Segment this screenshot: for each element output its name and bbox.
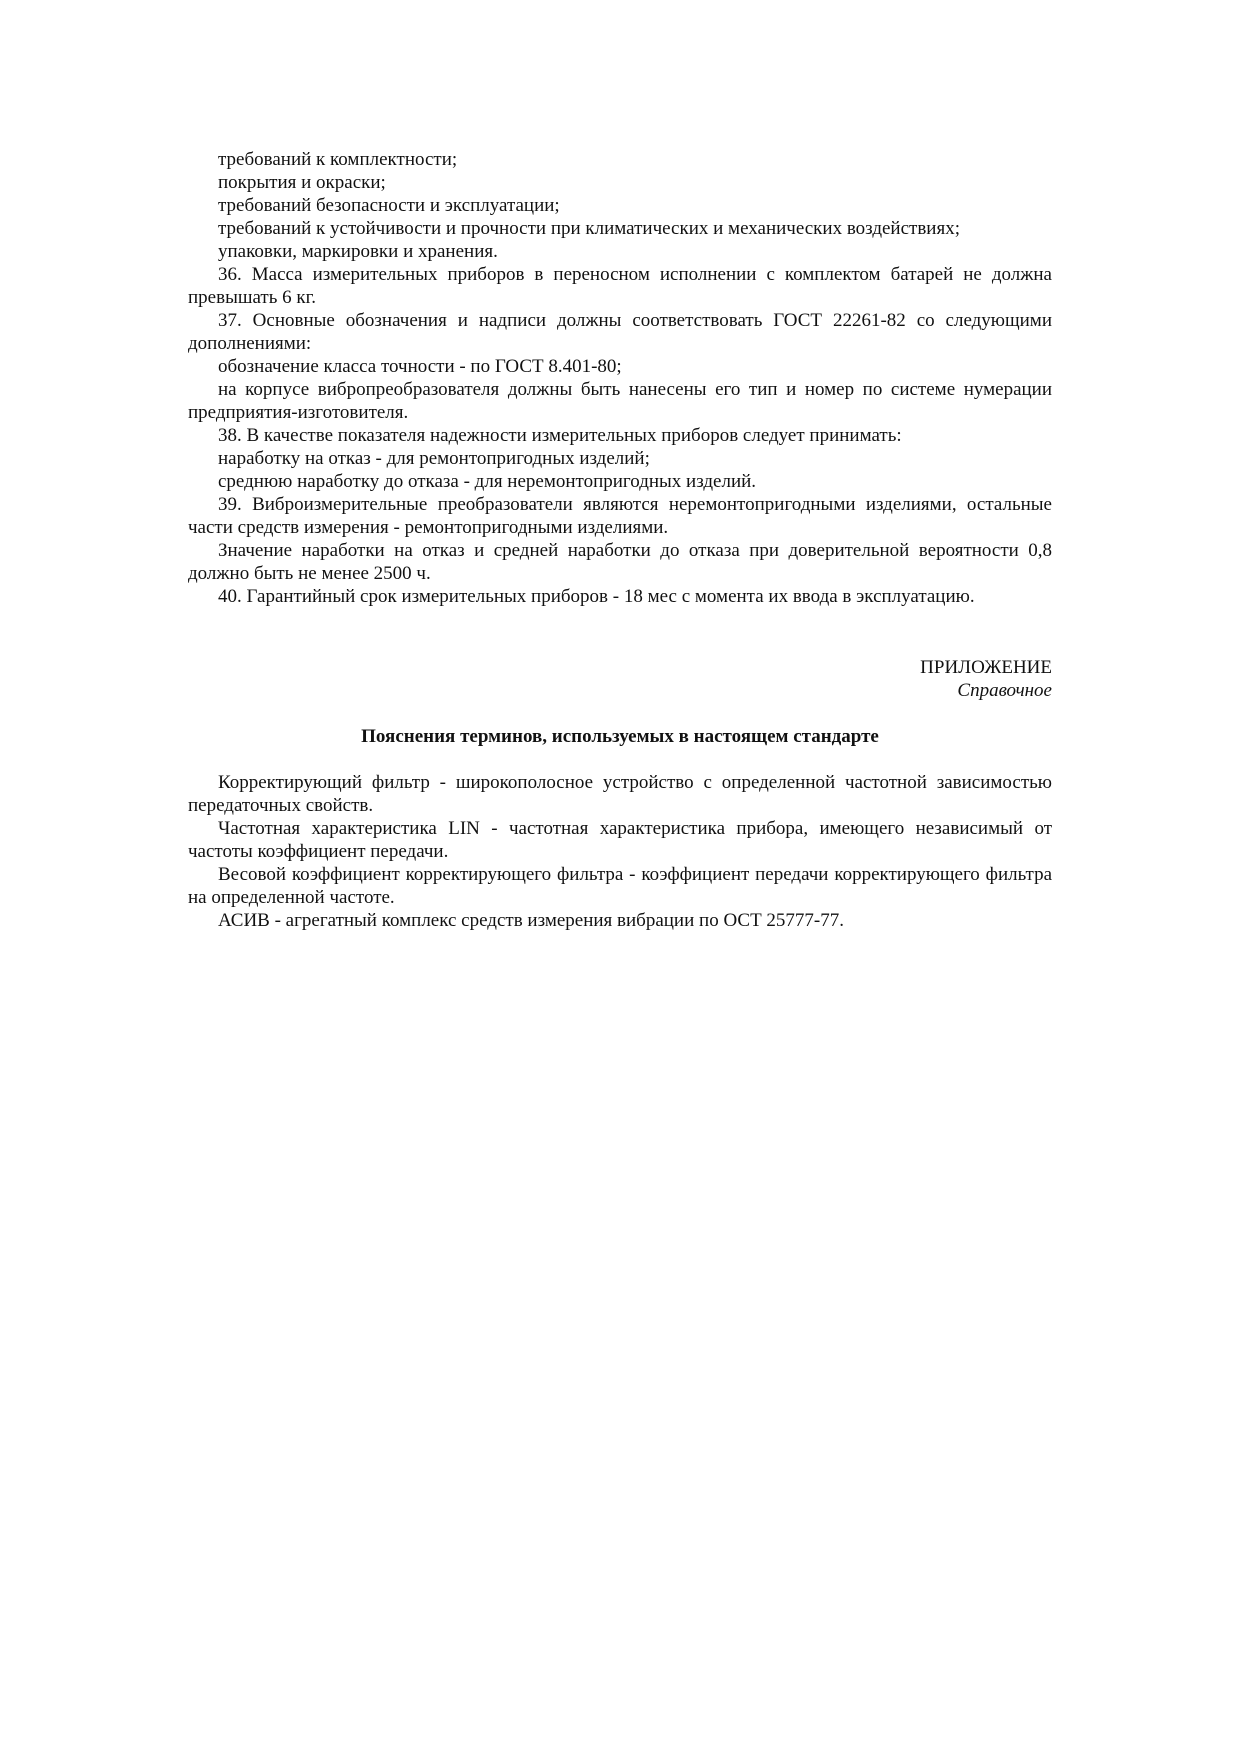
paragraph-packaging: упаковки, маркировки и хранения. — [218, 241, 498, 262]
paragraph-item-37: 37. Основные обозначения и надписи должны соответствовать ГОСТ 22261-82 со следующими дополнениями: — [188, 310, 1052, 354]
spacer — [188, 702, 1052, 725]
paragraph-mtbf: наработку на отказ - для ремонтопригодных изделий; — [218, 448, 650, 469]
appendix-subtitle: Справочное — [957, 680, 1052, 701]
paragraph-transducer-marking: на корпусе вибропреобразователя должны быть нанесены его тип и номер по системе нумерации предприятия-изготовителя. — [188, 379, 1052, 423]
paragraph-item-38: 38. В качестве показателя надежности измерительных приборов следует принимать: — [218, 425, 902, 446]
section-heading: Пояснения терминов, используемых в настоящем стандарте — [361, 726, 879, 747]
paragraph-item-39: 39. Виброизмерительные преобразователи являются неремонтопригодными изделиями, остальные части средств измерения - ремонтопригодными изделиями. — [188, 494, 1052, 538]
document-page — [188, 148, 1052, 932]
term-asiv: АСИВ - агрегатный комплекс средств измерения вибрации по ОСТ 25777-77. — [218, 910, 844, 931]
paragraph-durability: требований к устойчивости и прочности при климатических и механических воздействиях; — [218, 218, 960, 239]
paragraph-reliability-value: Значение наработки на отказ и средней наработки до отказа при доверительной вероятности 0,8 должно быть не менее 2500 ч. — [188, 540, 1052, 584]
term-correcting-filter: Корректирующий фильтр - широкополосное устройство с определенной частотной зависимостью передаточных свойств. — [188, 772, 1052, 816]
term-lin-response: Частотная характеристика LIN - частотная характеристика прибора, имеющего независимый от частоты коэффициент передачи. — [188, 818, 1052, 862]
paragraph-mttf: среднюю наработку до отказа - для неремонтопригодных изделий. — [218, 471, 757, 492]
paragraph-safety: требований безопасности и эксплуатации; — [218, 195, 560, 216]
paragraph-item-40: 40. Гарантийный срок измерительных приборов - 18 мес с момента их ввода в эксплуатацию. — [218, 586, 975, 607]
spacer — [188, 608, 1052, 656]
paragraph-coating: покрытия и окраски; — [218, 172, 386, 193]
paragraph-completeness: требований к комплектности; — [218, 149, 458, 170]
spacer — [188, 748, 1052, 771]
paragraph-item-36: 36. Масса измерительных приборов в переносном исполнении с комплектом батарей не должна превышать 6 кг. — [188, 264, 1052, 308]
paragraph-accuracy-class: обозначение класса точности - по ГОСТ 8.401-80; — [218, 356, 622, 377]
term-weighting-coefficient: Весовой коэффициент корректирующего фильтра - коэффициент передачи корректирующего фильтра на определенной частоте. — [188, 864, 1052, 908]
appendix-title: ПРИЛОЖЕНИЕ — [920, 657, 1052, 678]
